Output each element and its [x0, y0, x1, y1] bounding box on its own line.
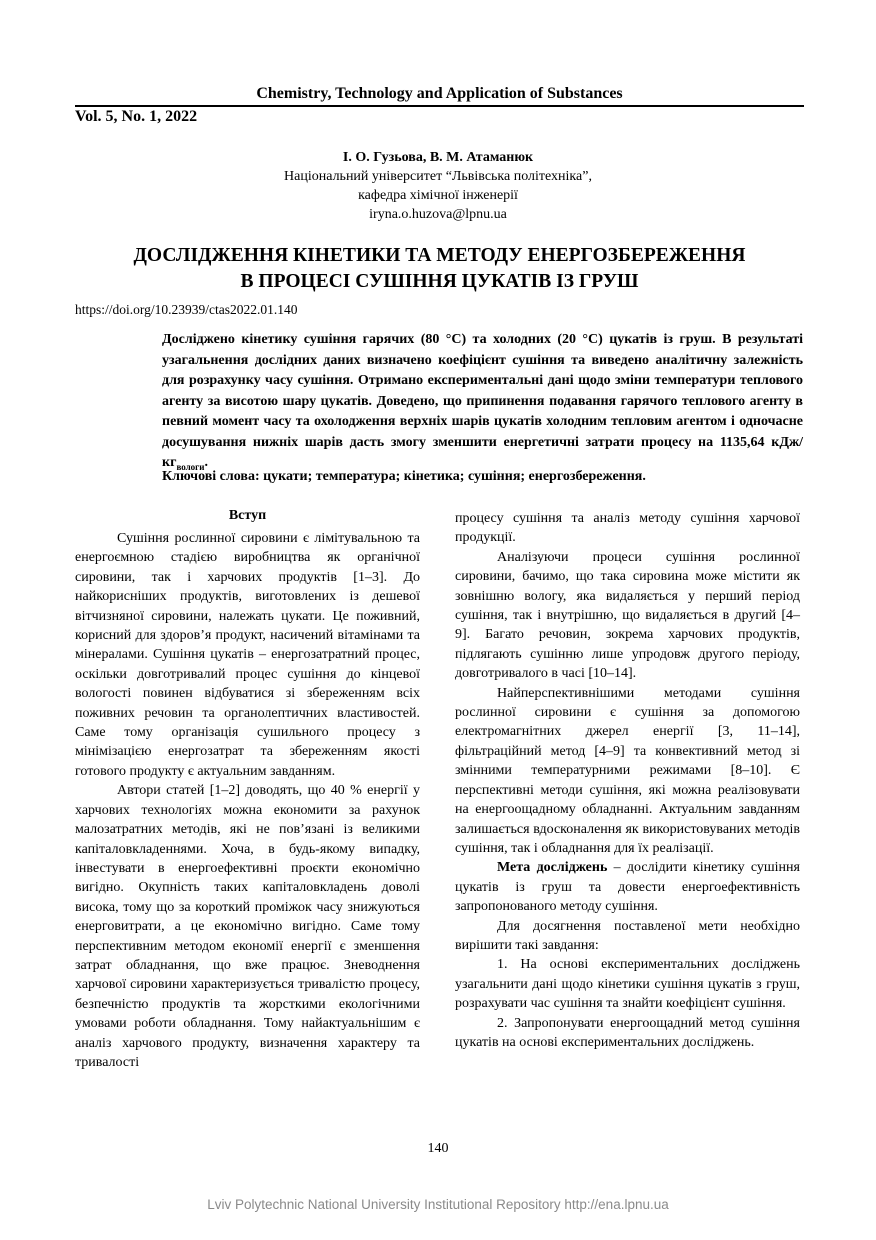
author-names: І. О. Гузьова, В. М. Атаманюк — [342, 150, 534, 165]
title-line-1: ДОСЛІДЖЕННЯ КІНЕТИКИ ТА МЕТОДУ ЕНЕРГОЗБЕРЕЖЕННЯ — [133, 245, 746, 266]
article-title — [75, 243, 804, 295]
right-column — [455, 509, 800, 1052]
affiliation-department: кафедра хімічної інженерії — [358, 188, 518, 203]
repository-footer: Lviv Polytechnic National University Institutional Repository http://ena.lpnu.ua — [207, 1197, 669, 1212]
paragraph-goal — [455, 858, 800, 916]
page-number: 140 — [427, 1141, 449, 1156]
paragraph: Для досягнення поставленої мети необхідно вирішити такі завдання: — [455, 918, 800, 953]
abstract — [162, 330, 803, 477]
doi-link[interactable]: https://doi.org/10.23939/ctas2022.01.140 — [75, 302, 298, 317]
author-email[interactable]: iryna.o.huzova@lpnu.ua — [369, 207, 507, 222]
paragraph: 1. На основі експериментальних досліджень узагальнити дані щодо кінетики сушіння цукатів з груш, розрахувати час сушіння та знайти коефіцієнт сушіння. — [455, 957, 800, 1012]
authors-block — [100, 148, 776, 224]
keywords: Ключові слова: цукати; температура; кінетика; сушіння; енергозбереження. — [162, 469, 646, 484]
paragraph: Сушіння рослинної сировини є лімітувальною та енергоємною стадією виробництва як органічної сировини, так і харчових продуктів [1–3]. До найкорисніших продуктів, виготовлених із дешевої вітчизняної сировини, належать цукати. Це поживний, корисний для здоров’я продукт, насичений вітамінами та мінералами. Сушіння цукатів – енергозатратний процес, оскільки довготривалий процес сушіння до кінцевої вологості повинен відбуватися зі збереженням всіх поживних речовин та органолептичних властивостей. Саме тому організація сушильного процесу з мінімізацією енергозатрат та збереженням якості готового продукту є актуальним завданням. — [75, 531, 420, 779]
paragraph: Автори статей [1–2] доводять, що 40 % енергії у харчових технологіях можна економити за рахунок малозатратних методів, які не пов’язані із великими капіталовкладеннями. Хоча, в будь-якому випадку, інвестувати в енергоефективні проєкти економічно вигідно. Окупність таких капіталовкладень доволі висока, тому що за короткий проміжок часу знижуються енерговитрати, а це економічно вигідно. Саме тому перспективним методом економії енергії є зменшення затрат обладнання, що вже працює. Зневоднення харчової сировини характеризується тривалістю процесу, безпечністю продуктів та жорсткими екологічними умовами роботи обладнання. Тому найактуальнішим є аналіз харчового продукту, визначення характеру та тривалості — [75, 783, 420, 1070]
goal-text: – дослідити кінетику сушіння цукатів із груш та довести енергоефективність запропонованого методу сушіння. — [455, 860, 800, 915]
abstract-text: Досліджено кінетику сушіння гарячих (80 °С) та холодних (20 °С) цукатів із груш. В результаті узагальнення дослідних даних визначено коефіцієнт сушіння та виведено аналітичну залежність для розрахунку часу сушіння. Отримано експериментальні дані щодо зміни температури теплового агенту за висотою шару цукатів. Доведено, що припинення подавання гарячого теплового агенту в певний момент часу та охолодження верхніх шарів цукатів холодним тепловим агентом і одночасне досушування нижніх шарів дасть змогу зменшити енергетичні затрати процесу на 1135,64 кДж/кг — [162, 332, 803, 470]
goal-label: Мета досліджень — [497, 860, 608, 876]
abstract-end: . — [204, 455, 208, 470]
title-line-2: В ПРОЦЕСІ СУШІННЯ ЦУКАТІВ ІЗ ГРУШ — [240, 271, 639, 292]
paragraph: Найперспективнішими методами сушіння рослинної сировини є сушіння за допомогою електромагнітних джерел енергії [3, 11–14], фільтраційний метод [4–9] та конвективний метод зі змінними температурними режимами [8–10]. Є перспективні методи сушіння, які можна реалізовувати на енергоощадному обладнанні. Актуальним завданням залишається вдосконалення як використовуваних методів сушіння, так і обладнання для їх реалізації. — [455, 685, 800, 856]
paragraph: процесу сушіння та аналіз методу сушіння харчової продукції. — [455, 511, 800, 546]
left-column — [75, 506, 420, 1072]
abstract-unit-subscript: вологи — [176, 461, 205, 472]
affiliation-university: Національний університет “Львівська політехніка”, — [284, 169, 592, 184]
paragraph: Аналізуючи процеси сушіння рослинної сировини, бачимо, що така сировина може містити як зовнішню вологу, яка видаляється у перший період сушіння, так і внутрішню, що видаляється в другий [4–9]. Багато речовин, зокрема харчових продуктів, підлягають сушінню лише упродовж другого періоду, довготривалого в часі [10–14]. — [455, 549, 800, 682]
volume-info: Vol. 5, No. 1, 2022 — [75, 108, 198, 125]
journal-title: Chemistry, Technology and Application of Substances — [256, 85, 623, 102]
paragraph: 2. Запропонувати енергоощадний метод сушіння цукатів на основі експериментальних досліджень. — [455, 1015, 800, 1050]
section-heading-intro: Вступ — [228, 508, 267, 523]
